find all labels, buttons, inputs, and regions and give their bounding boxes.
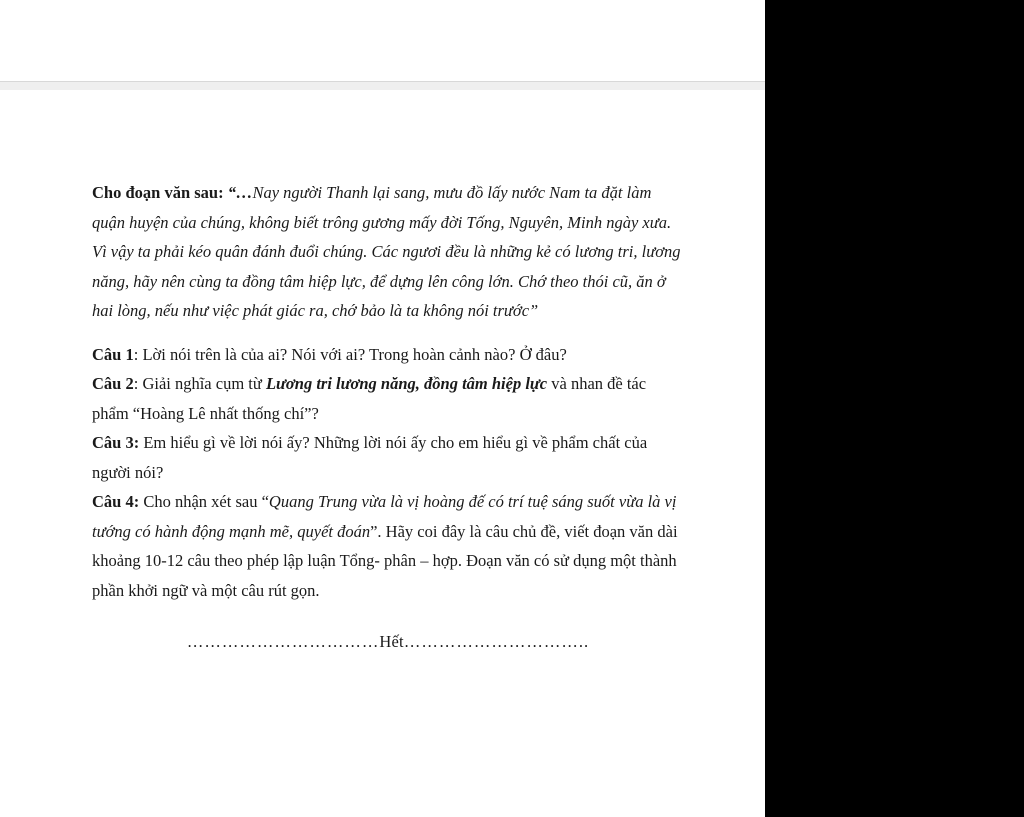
document-end-marker <box>92 627 684 657</box>
question-1-label: Câu 1 <box>92 344 134 364</box>
question-1-text: Lời nói trên là của ai? Nói với ai? Trong hoàn cảnh nào? Ở đâu? <box>142 344 567 364</box>
question-4-text-after: ”. Hãy coi đây là câu chủ đề, viết đoạn văn dài khoảng 10-12 câu theo phép lập luận Tổng- phân – hợp. Đoạn văn có sử dụng một thành phần khởi ngữ và một câu rút gọn. <box>92 521 678 600</box>
end-dots-right: ………………………….. <box>403 632 590 651</box>
question-4 <box>92 487 684 605</box>
intro-quote-text: Nay người Thanh lại sang, mưu đồ lấy nước Nam ta đặt làm quận huyện của chúng, không biết trông gương mấy đời Tống, Nguyên, Minh ngày xưa. Vì vậy ta phải kéo quân đánh đuổi chúng. Các ngươi đều là những kẻ có lương tri, lương năng, hãy nên cùng ta đồng tâm hiệp lực, để dựng lên công lớn. Chớ theo thói cũ, ăn ở hai lòng, nếu như việc phát giác ra, chớ bảo là ta không nói trước” <box>92 183 681 320</box>
question-2-separator: : <box>133 374 143 393</box>
document-text-body <box>92 178 684 657</box>
question-3 <box>92 428 684 487</box>
question-2 <box>92 369 684 428</box>
document-page <box>0 90 765 817</box>
question-2-label: Câu 2 <box>92 374 134 393</box>
question-4-label: Câu 4: <box>92 492 140 511</box>
question-4-emphasis: Quang Trung vừa là vị hoàng đế có trí tuệ sáng suốt vừa là vị tướng có hành động mạnh mẽ, quyết đoán <box>92 492 677 541</box>
previous-page-bottom <box>0 0 765 82</box>
end-dots-left: …………………………… <box>186 632 380 651</box>
question-2-text-after: và nhan đề tác phẩm “Hoàng Lê nhất thống chí”? <box>92 374 647 423</box>
question-4-text-before: Cho nhận xét sau “ <box>143 492 269 511</box>
question-3-text: Em hiểu gì về lời nói ấy? Những lời nói ấy cho em hiểu gì về phẩm chất của người nói? <box>92 433 648 482</box>
question-1-separator: : <box>133 344 143 364</box>
question-1 <box>92 340 684 370</box>
intro-label: Cho đoạn văn sau: <box>92 183 224 202</box>
question-3-label: Câu 3: <box>92 433 140 452</box>
intro-paragraph <box>92 178 684 326</box>
intro-quote-open: “… <box>227 183 253 202</box>
end-word: Hết <box>379 632 404 651</box>
question-2-emphasis: Lương tri lương năng, đồng tâm hiệp lực <box>265 374 548 393</box>
page-separator <box>0 82 765 90</box>
question-2-text-before: Giải nghĩa cụm từ <box>142 374 266 393</box>
